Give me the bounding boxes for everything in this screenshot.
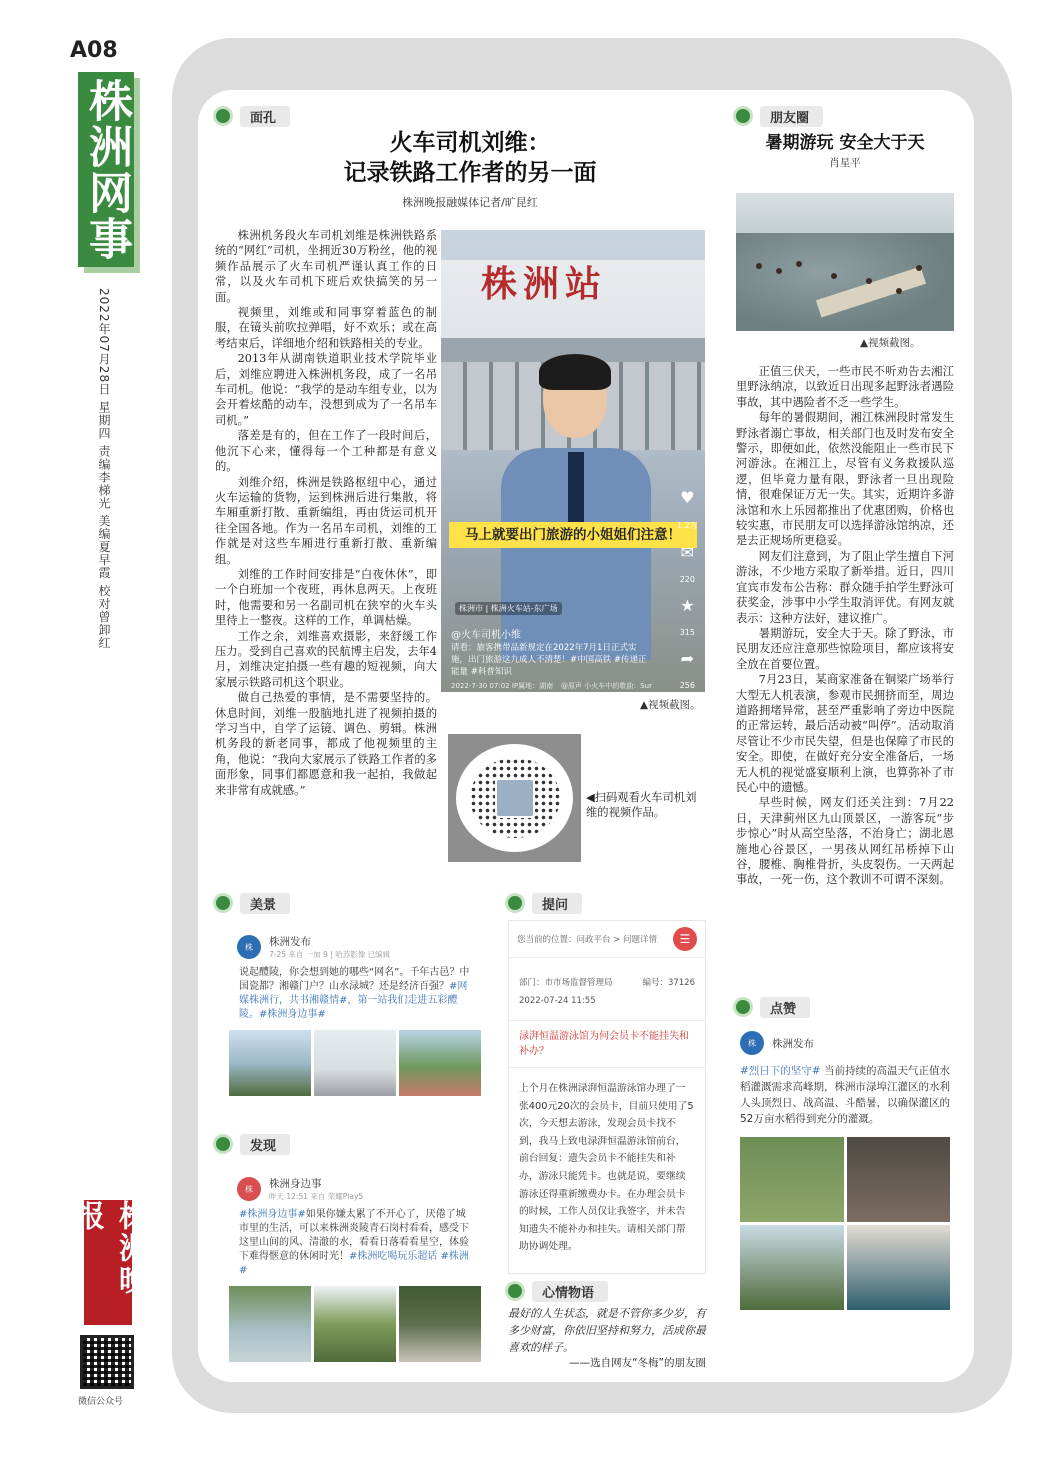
scenery-post[interactable] <box>229 926 481 1114</box>
column-tag: 株洲网事 <box>78 72 134 267</box>
headline-line-1: 火车司机刘维： <box>389 129 551 156</box>
ask-datetime: 2022-07-24 11:55 <box>519 996 596 1006</box>
section-mood <box>508 1281 608 1301</box>
post-image[interactable] <box>314 1286 396 1362</box>
photo-caption: ▲视频截图。 <box>640 699 701 711</box>
likes-post[interactable] <box>736 1027 954 1347</box>
article-paragraph: 株洲机务段火车司机刘维是株洲铁路系统的“网红”司机，坐拥近30万粉丝，他的视频作品展示了火车司机严谨认真工作的日常，以及火车司机下班后欢快搞笑的另一面。 <box>215 229 437 304</box>
section-label: 点赞 <box>760 997 810 1018</box>
post-images <box>229 1026 481 1096</box>
ask-dept: 部门：市市场监督管理局 <box>519 978 613 988</box>
post-image[interactable] <box>740 1137 844 1222</box>
section-label: 面孔 <box>240 106 290 127</box>
article-headline <box>250 128 690 188</box>
post-meta: 昨天 12:51 来自 荣耀Play5 <box>269 1192 364 1201</box>
ask-question[interactable]: 渌湃恒温游泳馆为何会员卡不能挂失和补办？ <box>509 1020 705 1068</box>
section-likes <box>736 997 810 1017</box>
headline-line-2: 记录铁路工作者的另一面 <box>343 159 597 186</box>
qr-note: ◀扫码观看火车司机刘维的视频作品。 <box>586 791 697 820</box>
video-actions <box>677 490 698 690</box>
ask-answer: 上个月在株洲渌湃恒温游泳馆办理了一张400元20次的会员卡，目前只使用了5次，今天想去游泳，发现会员卡找不到，我马上致电渌湃恒温游泳馆前台，前台回复：遗失会员卡不能挂失和补办，游泳只能凭卡。也就是说，要继续游泳还得重新缴费办卡。在办理会员卡的时候，工作人员仅让我签字，并未告知遗失不能补办和挂失。请相关部门帮助协调处理。 <box>519 1083 694 1253</box>
menu-icon[interactable]: ☰ <box>673 927 697 951</box>
friends-paragraph: 暑期游玩，安全大于天。除了野泳，市民朋友还应注意那些惊险项目，都应该将安全放在首要位置。 <box>736 626 954 671</box>
favorite-icon[interactable]: ★ <box>680 596 695 615</box>
brand-logo: 株洲晚报 <box>84 1200 132 1325</box>
article-paragraph: 工作之余，刘维喜欢摄影，来舒缓工作压力。受到自己喜欢的民航博主启发，去年4月，刘维决定拍摄一些有趣的短视频，向大家展示铁路司机这个职业。 <box>215 629 437 689</box>
friends-title: 暑期游玩 安全大于天 <box>765 133 925 153</box>
post-text-plain: 当前持续的高温天气正值水稻灌溉需求高峰期，株洲市渌埠江灌区的水利人头顶烈日、战高温、斗酷暑，以确保灌区的52万亩水稻得到充分的灌溉。 <box>740 1065 950 1125</box>
post-text-plain: 说起醴陵，你会想到她的哪些“网名”。千年古邑？中国瓷都？湘赣门户？山水渌城？还是经济百强？ <box>239 967 470 992</box>
post-account[interactable]: 株洲身边事 <box>269 1178 322 1190</box>
section-scenery <box>216 893 290 913</box>
friends-paragraph: 每年的暑假期间，湘江株洲段时常发生野泳者溺亡事故，相关部门也及时发布安全警示，即便如此，依然没能阻止一些市民下河游泳。在湘江上，尽管有义务救援队巡逻，但毕竟力量有限，野泳者一旦出现险情，很难保证万无一失。其实，近期许多游泳馆和水上乐园都推出了优惠团购，价格也较实惠，市民朋友可以选择游泳馆纳凉，还是去正规场所更稳妥。 <box>736 411 954 548</box>
section-label: 朋友圈 <box>760 106 823 127</box>
post-image[interactable] <box>399 1030 481 1096</box>
section-dot-icon <box>736 109 750 123</box>
article-paragraph: 2013年从湖南铁道职业技术学院毕业后，刘维应聘进入株洲机务段，成了一名吊车司机。他说：“我学的是动车组专业，以为会开着炫酷的动车，没想到成为了一名吊车司机。” <box>215 352 437 427</box>
breadcrumb[interactable]: 您当前的位置：问政平台 > 问题详情 <box>517 935 658 945</box>
section-dot-icon <box>216 1137 230 1151</box>
section-dot-icon <box>508 1284 522 1298</box>
friends-paragraph: 早些时候，网友们还关注到：7月22日，天津蓟州区九山顶景区，一游客玩“步步惊心”时从高空坠落，不治身亡；湖北恩施地心谷景区，一男孩从网红吊桥掉下山谷，腰椎、胸椎骨折，头皮裂伤。一天两起事故，一死一伤，这个教训不可谓不深刻。 <box>736 796 954 887</box>
section-label: 发现 <box>240 1134 290 1155</box>
ask-code: 编号：37126 <box>642 978 695 988</box>
post-image[interactable] <box>229 1030 311 1096</box>
section-ask <box>508 893 582 913</box>
post-hashtags[interactable]: #网媒株洲行，共书湘赣情#，第一站我们走进五彩醴陵。#株洲身边事# <box>239 981 468 1020</box>
friends-paragraph: 正值三伏天，一些市民不听劝告去湘江里野泳纳凉，以致近日出现多起野泳者遇险事故，其中遇险者不乏一些学生。 <box>736 365 954 409</box>
friends-paragraph: 网友们注意到，为了阻止学生擅自下河游泳，不少地方采取了新举措。近日，四川宜宾市发布公告称：群众随手拍学生野泳可获奖金，涉事中小学生取消评优。有网友就表示：这种方法好，建议推广。 <box>736 549 954 625</box>
article-body <box>215 228 437 798</box>
avatar: 株 <box>237 1177 261 1201</box>
video-time: 2022-7-30 07:02 IP属地：湖南 <box>451 682 554 690</box>
article-paragraph: 刘维的工作时间安排是“白夜休休”，即一个白班加一个夜班，再休息两天。上夜班时，他需要和另一名副司机在狭窄的火车头里待上一整夜。这样的工作，单调枯燥。 <box>215 567 437 628</box>
post-hashtags[interactable]: #株洲吃喝玩乐超话 #株洲# <box>239 1251 469 1276</box>
article-paragraph: 落差是有的，但在工作了一段时间后，他沉下心来，懂得每一个工种都是有意义的。 <box>215 429 437 474</box>
discover-post[interactable] <box>229 1168 481 1374</box>
wechat-qr-code[interactable] <box>80 1335 134 1389</box>
post-text <box>229 1204 481 1282</box>
video-banner: 马上就要出门旅游的小姐姐们注意！ <box>449 522 697 548</box>
swim-photo <box>736 193 954 331</box>
video-music: @原声 小火车中的歌曲：Sur <box>561 682 652 690</box>
page-number: A08 <box>70 38 118 63</box>
section-discover <box>216 1134 290 1154</box>
share-count: 256 <box>679 681 695 690</box>
section-label: 美景 <box>240 893 290 914</box>
mood-source: ——选自网友“冬梅”的朋友圈 <box>569 1357 706 1369</box>
article-paragraph: 视频里，刘维或和同事穿着蓝色的制服，在镜头前吹拉弹唱，好不欢乐；或在高考结束后，详细地介绍和铁路相关的专业。 <box>215 306 437 350</box>
mood-text: 最好的人生状态，就是不管你多少岁，有多少财富，你依旧坚持和努力，活成你最喜欢的样子。 <box>508 1307 706 1354</box>
tablet-notch <box>450 38 690 90</box>
date-line: 2022年07月28日 星期四 责编李梯光 美编夏早霞 校对曾卸红 <box>97 288 111 650</box>
article-paragraph: 做自己热爱的事情，是不需要坚持的。休息时间，刘维一股脑地扎进了视频拍摄的学习当中，自学了运镜、调色、剪辑。株洲机务段的新老同事，都成了他视频里的主角，他说：“我向大家展示了铁路工作者的多面形象，同事们都愿意和我一起拍，我做起来非常有成就感。” <box>215 691 437 797</box>
video-author[interactable]: @火车司机小维 <box>451 630 521 641</box>
avatar: 株 <box>740 1031 764 1055</box>
photo-caption: ▲视频截图。 <box>860 337 921 349</box>
section-face <box>216 106 290 126</box>
post-hashtag[interactable]: #烈日下的坚守# <box>740 1065 821 1077</box>
section-dot-icon <box>508 896 522 910</box>
post-account[interactable]: 株洲发布 <box>772 1037 814 1050</box>
share-icon[interactable]: ➦ <box>680 649 695 668</box>
avatar: 株 <box>237 935 261 959</box>
section-label: 心情物语 <box>532 1281 608 1302</box>
video-caption: 请看：旅客携带品新规定在2022年7月1日正式实施，出门旅游这九成人不清楚！#中国高铁 #传递正能量 #科普知识 <box>451 643 647 677</box>
like-icon[interactable]: ♥ <box>680 488 695 507</box>
post-images <box>229 1282 481 1362</box>
post-image[interactable] <box>314 1030 396 1096</box>
article-paragraph: 刘维介绍，株洲是铁路枢纽中心，通过火车运输的货物，运到株洲后进行集散，将车厢重新打散、重新编组，再由货运司机开往全国各地。作为一名吊车司机，刘维的工作就是对这些车厢进行重新打散、重新编组。 <box>215 475 437 566</box>
post-image[interactable] <box>847 1225 951 1310</box>
post-text <box>736 1059 954 1131</box>
video-location[interactable]: 株洲市 | 株洲火车站-东广场 <box>455 602 562 615</box>
post-hashtag[interactable]: #株洲身边事# <box>239 1209 306 1220</box>
post-images <box>736 1131 954 1316</box>
post-image[interactable] <box>399 1286 481 1362</box>
qr-caption: 微信公众号 <box>78 1397 124 1407</box>
post-image[interactable] <box>847 1137 951 1222</box>
ask-card <box>508 920 706 1274</box>
post-image[interactable] <box>740 1225 844 1310</box>
friends-author: 肖星平 <box>829 157 861 169</box>
station-sign: 株洲站 <box>481 263 608 305</box>
video-screenshot[interactable] <box>441 230 705 692</box>
friends-paragraph: 7月23日，某商家准备在铜梁广场举行大型无人机表演，参观市民拥挤而至，周边道路拥堵异常，甚至严重影响了旁边中医院的正常运转，最后活动被“叫停”。活动取消尽管让不少市民失望，但是也保障了市民的安全。即使，在做好充分安全准备后，一场无人机的视觉盛宴顺利上演，也算弥补了市民心中的遗憾。 <box>736 673 954 794</box>
section-friends <box>736 106 823 126</box>
like-count: 1.2万 <box>677 521 698 530</box>
post-text <box>229 962 481 1026</box>
section-dot-icon <box>216 109 230 123</box>
article-byline: 株洲晚报融媒体记者/旷昆红 <box>402 196 538 209</box>
friends-body <box>736 364 954 888</box>
section-label: 提问 <box>532 893 582 914</box>
video-qr-code[interactable] <box>448 734 581 862</box>
post-image[interactable] <box>229 1286 311 1362</box>
post-account[interactable]: 株洲发布 <box>269 936 311 948</box>
section-dot-icon <box>736 1000 750 1014</box>
comment-icon[interactable]: ✉ <box>680 543 695 562</box>
favorite-count: 315 <box>679 628 695 637</box>
driver-photo <box>501 360 651 660</box>
post-meta: 7-25 来自 一加 9 | 哈苏影像 已编辑 <box>269 950 391 959</box>
ask-meta <box>509 958 705 1014</box>
comment-count: 220 <box>679 575 695 584</box>
section-dot-icon <box>216 896 230 910</box>
post-text-plain: 如果你嫌太累了不开心了，厌倦了城市里的生活，可以来株洲炎陵青石岗村看看，感受下这里山间的风、清澈的水，看看日落看看星空，体验下难得惬意的休闲时光！ <box>239 1209 469 1262</box>
